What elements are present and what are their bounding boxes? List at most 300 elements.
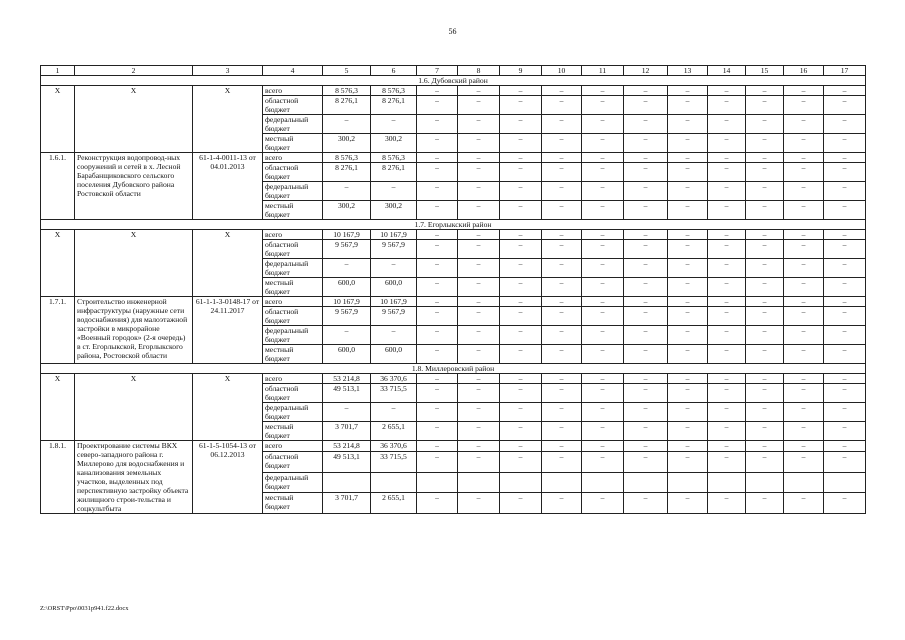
x-marker-col3: X: [193, 230, 263, 297]
funding-source-label: федеральный бюджет: [263, 182, 323, 201]
value-col13: –: [668, 345, 708, 364]
value-col7: –: [417, 441, 458, 452]
value-col13: –: [668, 297, 708, 307]
value-col13: –: [668, 493, 708, 514]
value-col17: –: [824, 307, 866, 326]
value-col6: 8 576,3: [371, 153, 417, 163]
value-col13: –: [668, 374, 708, 384]
value-col8: –: [458, 278, 500, 297]
value-col13: –: [668, 240, 708, 259]
value-col16: –: [784, 230, 824, 240]
value-col9: –: [500, 297, 542, 307]
value-col9: –: [500, 403, 542, 422]
funding-source-label: федеральный бюджет: [263, 403, 323, 422]
value-col14: –: [708, 163, 746, 182]
value-col12: –: [624, 345, 668, 364]
value-col12: –: [624, 240, 668, 259]
value-col10: –: [542, 201, 582, 220]
value-col14: –: [708, 182, 746, 201]
column-header: 4: [263, 66, 323, 76]
value-col17: –: [824, 493, 866, 514]
value-col14: –: [708, 278, 746, 297]
value-col16: –: [784, 86, 824, 96]
funding-source-label: областной бюджет: [263, 384, 323, 403]
value-col11: –: [582, 96, 624, 115]
value-col10: –: [542, 182, 582, 201]
value-col8: –: [458, 230, 500, 240]
value-col14: –: [708, 297, 746, 307]
value-col8: –: [458, 240, 500, 259]
value-col11: [582, 472, 624, 493]
value-col16: –: [784, 307, 824, 326]
value-col9: –: [500, 493, 542, 514]
value-col9: –: [500, 259, 542, 278]
column-header: 1: [41, 66, 75, 76]
value-col15: –: [746, 134, 784, 153]
item-name: Строительство инженерной инфраструктуры (наружные сети водоснабжения) для малоэтажной застройки в микрорайоне «Военный городок» (2-я очередь) в ст. Егорлыкской, Егорлыкского района, Ростовской области: [75, 297, 193, 364]
value-col9: –: [500, 134, 542, 153]
value-col5: 8 576,3: [323, 86, 371, 96]
value-col11: –: [582, 422, 624, 441]
value-col15: –: [746, 441, 784, 452]
table-row: [41, 230, 866, 240]
value-col10: –: [542, 422, 582, 441]
value-col11: –: [582, 86, 624, 96]
item-number: 1.6.1.: [41, 153, 75, 220]
funding-source-label: областной бюджет: [263, 96, 323, 115]
section-title-row: [41, 76, 866, 86]
budget-table: [40, 65, 866, 514]
column-header: 3: [193, 66, 263, 76]
column-header: 5: [323, 66, 371, 76]
value-col5: 600,0: [323, 345, 371, 364]
table-row: [41, 297, 866, 307]
funding-source-label: федеральный бюджет: [263, 115, 323, 134]
value-col15: [746, 472, 784, 493]
value-col8: –: [458, 86, 500, 96]
value-col13: –: [668, 259, 708, 278]
value-col14: –: [708, 240, 746, 259]
value-col8: –: [458, 259, 500, 278]
value-col13: –: [668, 278, 708, 297]
value-col9: [500, 472, 542, 493]
value-col10: –: [542, 307, 582, 326]
footer-file-path: Z:\ORST\Ppo\0031p941.f22.docx: [40, 605, 129, 612]
table-body: [41, 66, 866, 514]
value-col10: –: [542, 115, 582, 134]
funding-source-label: всего: [263, 86, 323, 96]
value-col9: –: [500, 374, 542, 384]
value-col12: –: [624, 86, 668, 96]
column-number-row: [41, 66, 866, 76]
value-col10: –: [542, 441, 582, 452]
value-col8: –: [458, 374, 500, 384]
value-col17: –: [824, 230, 866, 240]
funding-source-label: федеральный бюджет: [263, 326, 323, 345]
value-col10: –: [542, 403, 582, 422]
value-col17: –: [824, 451, 866, 472]
column-header: 7: [417, 66, 458, 76]
value-col16: –: [784, 182, 824, 201]
funding-source-label: местный бюджет: [263, 422, 323, 441]
value-col10: [542, 472, 582, 493]
value-col7: –: [417, 115, 458, 134]
value-col8: –: [458, 96, 500, 115]
value-col10: –: [542, 259, 582, 278]
section-title: 1.6. Дубовский район: [41, 76, 866, 86]
value-col7: –: [417, 201, 458, 220]
value-col5: 49 513,1: [323, 384, 371, 403]
value-col10: –: [542, 86, 582, 96]
value-col9: –: [500, 441, 542, 452]
value-col16: –: [784, 422, 824, 441]
value-col5: –: [323, 326, 371, 345]
value-col16: –: [784, 134, 824, 153]
value-col16: –: [784, 326, 824, 345]
value-col12: –: [624, 278, 668, 297]
value-col10: –: [542, 278, 582, 297]
value-col8: [458, 472, 500, 493]
value-col13: –: [668, 153, 708, 163]
value-col17: [824, 472, 866, 493]
value-col14: –: [708, 403, 746, 422]
value-col17: –: [824, 422, 866, 441]
value-col5: 9 567,9: [323, 240, 371, 259]
value-col14: –: [708, 134, 746, 153]
value-col15: –: [746, 451, 784, 472]
value-col6: 10 167,9: [371, 230, 417, 240]
value-col7: –: [417, 230, 458, 240]
value-col15: –: [746, 403, 784, 422]
value-col11: –: [582, 384, 624, 403]
value-col6: [371, 472, 417, 493]
column-header: 14: [708, 66, 746, 76]
value-col15: –: [746, 493, 784, 514]
value-col12: [624, 472, 668, 493]
value-col14: –: [708, 422, 746, 441]
value-col8: –: [458, 153, 500, 163]
value-col10: –: [542, 163, 582, 182]
value-col6: –: [371, 115, 417, 134]
value-col16: –: [784, 163, 824, 182]
table-row: [41, 153, 866, 163]
value-col13: –: [668, 86, 708, 96]
funding-source-label: всего: [263, 230, 323, 240]
value-col16: –: [784, 96, 824, 115]
column-header: 17: [824, 66, 866, 76]
item-number: 1.8.1.: [41, 441, 75, 514]
value-col9: –: [500, 153, 542, 163]
value-col14: –: [708, 230, 746, 240]
x-marker-col2: X: [75, 86, 193, 153]
value-col12: –: [624, 422, 668, 441]
value-col13: –: [668, 230, 708, 240]
value-col16: –: [784, 493, 824, 514]
section-title: 1.8. Миллеровский район: [41, 364, 866, 374]
value-col9: –: [500, 182, 542, 201]
value-col7: –: [417, 493, 458, 514]
value-col8: –: [458, 326, 500, 345]
value-col15: –: [746, 240, 784, 259]
value-col10: –: [542, 153, 582, 163]
value-col15: –: [746, 326, 784, 345]
value-col11: –: [582, 182, 624, 201]
value-col7: –: [417, 278, 458, 297]
value-col17: –: [824, 134, 866, 153]
value-col6: –: [371, 326, 417, 345]
value-col15: –: [746, 230, 784, 240]
funding-source-label: федеральный бюджет: [263, 259, 323, 278]
value-col12: –: [624, 259, 668, 278]
x-marker-col2: X: [75, 374, 193, 441]
value-col7: –: [417, 134, 458, 153]
value-col12: –: [624, 374, 668, 384]
section-title-row: [41, 364, 866, 374]
funding-source-label: областной бюджет: [263, 451, 323, 472]
value-col12: –: [624, 96, 668, 115]
value-col7: –: [417, 240, 458, 259]
value-col17: –: [824, 403, 866, 422]
value-col11: –: [582, 278, 624, 297]
value-col15: –: [746, 182, 784, 201]
value-col12: –: [624, 230, 668, 240]
value-col6: 300,2: [371, 201, 417, 220]
value-col5: 600,0: [323, 278, 371, 297]
value-col14: –: [708, 96, 746, 115]
value-col7: –: [417, 451, 458, 472]
value-col16: –: [784, 374, 824, 384]
column-header: 10: [542, 66, 582, 76]
value-col17: –: [824, 201, 866, 220]
value-col5: –: [323, 259, 371, 278]
value-col9: –: [500, 422, 542, 441]
value-col11: –: [582, 345, 624, 364]
value-col7: –: [417, 182, 458, 201]
value-col14: –: [708, 86, 746, 96]
value-col11: –: [582, 307, 624, 326]
value-col16: –: [784, 278, 824, 297]
value-col14: –: [708, 326, 746, 345]
value-col5: 8 576,3: [323, 153, 371, 163]
value-col5: –: [323, 182, 371, 201]
value-col14: –: [708, 115, 746, 134]
value-col16: –: [784, 153, 824, 163]
value-col8: –: [458, 441, 500, 452]
value-col16: –: [784, 441, 824, 452]
funding-source-label: местный бюджет: [263, 134, 323, 153]
table-row: [41, 441, 866, 452]
value-col8: –: [458, 182, 500, 201]
value-col6: 9 567,9: [371, 307, 417, 326]
funding-source-label: областной бюджет: [263, 307, 323, 326]
value-col6: –: [371, 403, 417, 422]
value-col5: 300,2: [323, 134, 371, 153]
column-header: 8: [458, 66, 500, 76]
value-col6: 600,0: [371, 278, 417, 297]
value-col11: –: [582, 259, 624, 278]
value-col15: –: [746, 345, 784, 364]
value-col17: –: [824, 259, 866, 278]
item-code: 61-1-5-1054-13 от 06.12.2013: [193, 441, 263, 514]
value-col9: –: [500, 201, 542, 220]
item-code: 61-1-4-0011-13 от 04.01.2013: [193, 153, 263, 220]
value-col15: –: [746, 115, 784, 134]
page-number: 56: [448, 27, 457, 36]
value-col12: –: [624, 297, 668, 307]
value-col17: –: [824, 278, 866, 297]
value-col6: 36 370,6: [371, 441, 417, 452]
value-col14: –: [708, 345, 746, 364]
x-marker-col3: X: [193, 374, 263, 441]
value-col10: –: [542, 297, 582, 307]
value-col13: [668, 472, 708, 493]
value-col17: –: [824, 240, 866, 259]
value-col17: –: [824, 86, 866, 96]
value-col16: –: [784, 403, 824, 422]
value-col7: –: [417, 86, 458, 96]
value-col13: –: [668, 307, 708, 326]
value-col13: –: [668, 451, 708, 472]
column-header: 11: [582, 66, 624, 76]
value-col6: 600,0: [371, 345, 417, 364]
funding-source-label: областной бюджет: [263, 240, 323, 259]
value-col15: –: [746, 86, 784, 96]
value-col5: 53 214,8: [323, 441, 371, 452]
value-col13: –: [668, 403, 708, 422]
funding-source-label: всего: [263, 153, 323, 163]
funding-source-label: областной бюджет: [263, 163, 323, 182]
section-title-row: [41, 220, 866, 230]
value-col15: –: [746, 201, 784, 220]
value-col11: –: [582, 115, 624, 134]
value-col10: –: [542, 96, 582, 115]
value-col15: –: [746, 153, 784, 163]
column-header: 12: [624, 66, 668, 76]
value-col7: –: [417, 326, 458, 345]
value-col11: –: [582, 240, 624, 259]
value-col8: –: [458, 422, 500, 441]
x-marker-col1: X: [41, 374, 75, 441]
x-marker-col2: X: [75, 230, 193, 297]
item-code: 61-1-1-3-0148-17 от 24.11.2017: [193, 297, 263, 364]
value-col7: –: [417, 345, 458, 364]
value-col17: –: [824, 345, 866, 364]
funding-source-label: местный бюджет: [263, 201, 323, 220]
value-col10: –: [542, 240, 582, 259]
value-col9: –: [500, 345, 542, 364]
value-col15: –: [746, 163, 784, 182]
value-col11: –: [582, 326, 624, 345]
value-col5: 3 701,7: [323, 493, 371, 514]
value-col8: –: [458, 451, 500, 472]
value-col7: –: [417, 297, 458, 307]
value-col10: –: [542, 345, 582, 364]
value-col17: –: [824, 441, 866, 452]
value-col12: –: [624, 115, 668, 134]
value-col6: 8 576,3: [371, 86, 417, 96]
value-col12: –: [624, 403, 668, 422]
value-col14: –: [708, 307, 746, 326]
value-col8: –: [458, 307, 500, 326]
funding-source-label: всего: [263, 297, 323, 307]
value-col16: –: [784, 240, 824, 259]
funding-source-label: местный бюджет: [263, 345, 323, 364]
value-col6: –: [371, 259, 417, 278]
value-col8: –: [458, 134, 500, 153]
value-col14: [708, 472, 746, 493]
funding-source-label: федеральный бюджет: [263, 472, 323, 493]
value-col15: –: [746, 96, 784, 115]
value-col11: –: [582, 451, 624, 472]
value-col10: –: [542, 230, 582, 240]
value-col14: –: [708, 384, 746, 403]
value-col14: –: [708, 374, 746, 384]
value-col7: –: [417, 153, 458, 163]
value-col13: –: [668, 96, 708, 115]
value-col9: –: [500, 278, 542, 297]
value-col16: –: [784, 345, 824, 364]
value-col5: 10 167,9: [323, 230, 371, 240]
value-col11: –: [582, 493, 624, 514]
value-col14: –: [708, 259, 746, 278]
value-col12: –: [624, 134, 668, 153]
value-col16: –: [784, 115, 824, 134]
value-col16: [784, 472, 824, 493]
value-col8: –: [458, 403, 500, 422]
value-col14: –: [708, 441, 746, 452]
value-col17: –: [824, 297, 866, 307]
value-col13: –: [668, 201, 708, 220]
value-col8: –: [458, 163, 500, 182]
value-col10: –: [542, 374, 582, 384]
value-col5: 53 214,8: [323, 374, 371, 384]
value-col16: –: [784, 451, 824, 472]
value-col12: –: [624, 384, 668, 403]
value-col6: 300,2: [371, 134, 417, 153]
value-col14: –: [708, 153, 746, 163]
value-col11: –: [582, 153, 624, 163]
value-col16: –: [784, 259, 824, 278]
funding-source-label: местный бюджет: [263, 493, 323, 514]
value-col12: –: [624, 441, 668, 452]
value-col10: –: [542, 134, 582, 153]
value-col11: –: [582, 201, 624, 220]
funding-source-label: всего: [263, 441, 323, 452]
value-col11: –: [582, 297, 624, 307]
value-col5: 3 701,7: [323, 422, 371, 441]
funding-source-label: всего: [263, 374, 323, 384]
value-col17: –: [824, 326, 866, 345]
value-col16: –: [784, 201, 824, 220]
value-col17: –: [824, 374, 866, 384]
value-col12: –: [624, 153, 668, 163]
value-col9: –: [500, 326, 542, 345]
item-number: 1.7.1.: [41, 297, 75, 364]
value-col5: –: [323, 115, 371, 134]
value-col12: –: [624, 493, 668, 514]
value-col10: –: [542, 451, 582, 472]
value-col7: –: [417, 163, 458, 182]
value-col5: 10 167,9: [323, 297, 371, 307]
value-col13: –: [668, 326, 708, 345]
value-col6: –: [371, 182, 417, 201]
value-col6: 8 276,1: [371, 163, 417, 182]
value-col13: –: [668, 163, 708, 182]
x-marker-col3: X: [193, 86, 263, 153]
value-col7: [417, 472, 458, 493]
value-col8: –: [458, 384, 500, 403]
value-col11: –: [582, 374, 624, 384]
